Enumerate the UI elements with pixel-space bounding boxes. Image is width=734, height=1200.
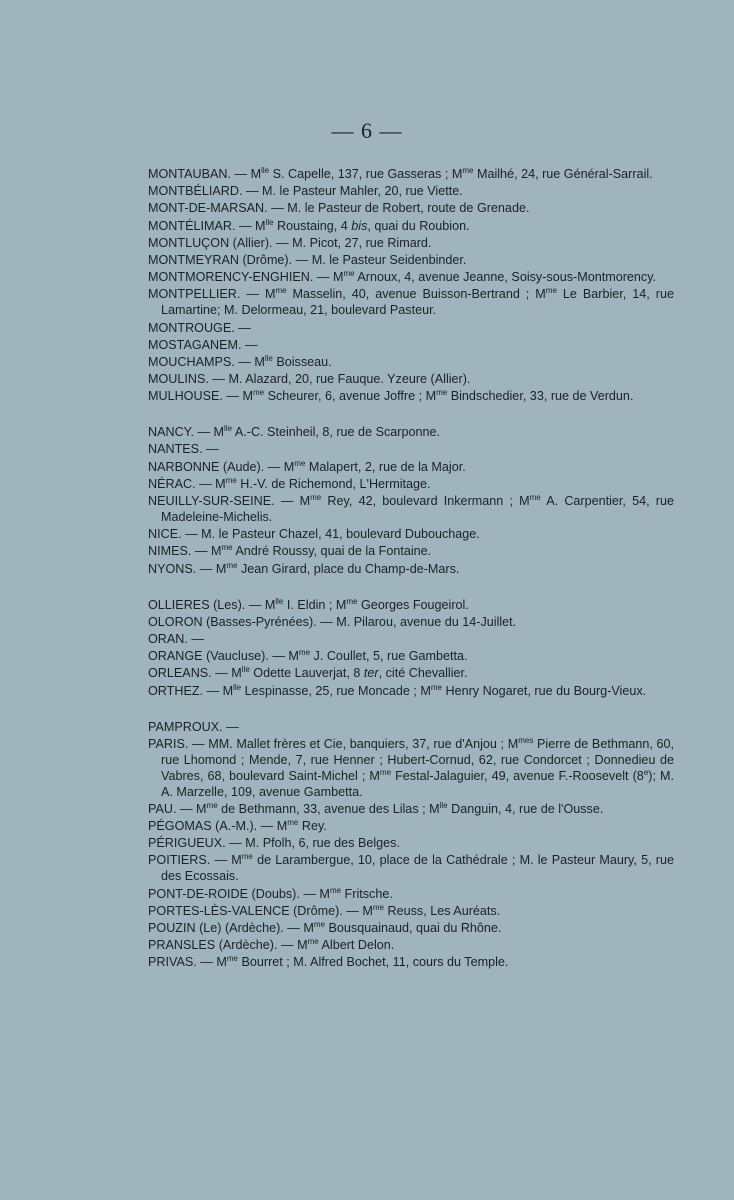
directory-entry: MONTMORENCY-ENGHIEN. — $M^{me}$ Arnoux, 4, avenue Jeanne, Soisy-sous-Montmorency. — [148, 269, 657, 285]
directory-entry: NÉRAC. — $M^{me}$ H.-V. de Richemond, L'Hermitage. — [148, 475, 431, 491]
directory-entry: ORANGE (Vaucluse). — $M^{me}$ J. Coullet, 5, rue Gambetta. — [148, 648, 468, 664]
directory-entry: NANCY. — $M^{lle}$ A.-C. Steinheil, 8, rue de Scarponne. — [148, 424, 440, 440]
directory-entry: MONTROUGE. — — [148, 320, 251, 335]
directory-entry: MONTMEYRAN (Drôme). — M. le Pasteur Seidenbinder. — [148, 252, 467, 267]
directory-entry: MOULINS. — M. Alazard, 20, rue Fauque. Yzeure (Allier). — [148, 372, 471, 387]
directory-entry: PAMPROUX. — — [148, 719, 239, 734]
page-number: — 6 — — [331, 118, 403, 143]
directory-entry: PÉGOMAS (A.-M.). — $M^{me}$ Rey. — [148, 818, 327, 834]
directory-entry: ORTHEZ. — $M^{lle}$ Lespinasse, 25, rue Moncade ; $M^{me}$ Henry Nogaret, rue du Bourg-Vieux. — [148, 682, 647, 698]
directory-entry: NARBONNE (Aude). — $M^{me}$ Malapert, 2, rue de la Major. — [148, 458, 466, 474]
directory-entry: NIMES. — $M^{me}$ André Roussy, quai de la Fontaine. — [148, 543, 432, 559]
directory-entry: PRANSLES (Ardèche). — $M^{me}$ Albert Delon. — [148, 937, 395, 953]
directory-entry: OLORON (Basses-Pyrénées). — M. Pilarou, avenue du 14-Juillet. — [148, 614, 517, 629]
letter-group — [148, 424, 674, 576]
directory-entry: PARIS. — MM. Mallet frères et Cie, banquiers, 37, rue d'Anjou ; $M^{mes}$ Pierre de Bethmann, 60, rue Lhomond ; Mende, 7, rue Henner ; Hubert-Cornud, 62, rue Condorcet ; Donnedieu de Vabres, 68, boulevard Saint-Michel ; $M^{me}$ Festal-Jalaguier, 49, avenue F.-Roosevelt (8e); M. A. Marzelle, 109, avenue Gambetta. — [148, 735, 675, 799]
directory-entry: MONTLUÇON (Allier). — M. Picot, 27, rue Rimard. — [148, 235, 432, 250]
directory-entry: MONT-DE-MARSAN. — M. le Pasteur de Robert, route de Grenade. — [148, 201, 530, 216]
directory-entry: NYONS. — $M^{me}$ Jean Girard, place du Champ-de-Mars. — [148, 560, 460, 576]
directory-entry: MOUCHAMPS. — $M^{lle}$ Boisseau. — [148, 353, 332, 369]
directory-entry: PRIVAS. — $M^{me}$ Bourret ; M. Alfred Bochet, 11, cours du Temple. — [148, 954, 509, 970]
directory-entry: NANTES. — — [148, 442, 219, 457]
directory-entry: ORAN. — — [148, 631, 204, 646]
address-directory — [148, 166, 674, 990]
directory-entry: MONTBÉLIARD. — M. le Pasteur Mahler, 20, rue Viette. — [148, 184, 463, 199]
directory-entry: NEUILLY-SUR-SEINE. — $M^{me}$ Rey, 42, boulevard Inkermann ; $M^{me}$ A. Carpentier, 54, rue Madeleine-Michelis. — [148, 493, 674, 524]
directory-entry: PÉRIGUEUX. — M. Pfolh, 6, rue des Belges. — [148, 836, 400, 851]
directory-entry: NICE. — M. le Pasteur Chazel, 41, boulevard Dubouchage. — [148, 527, 480, 542]
directory-entry: PAU. — $M^{me}$ de Bethmann, 33, avenue des Lilas ; $M^{lle}$ Danguin, 4, rue de l'Ousse. — [148, 800, 604, 816]
letter-group — [148, 166, 674, 404]
directory-entry: POUZIN (Le) (Ardèche). — $M^{me}$ Bousquainaud, quai du Rhône. — [148, 920, 502, 935]
directory-entry: POITIERS. — $M^{me}$ de Larambergue, 10, place de la Cathédrale ; M. le Pasteur Maury, 5, rue des Ecossais. — [148, 852, 674, 884]
directory-entry: MULHOUSE. — $M^{me}$ Scheurer, 6, avenue Joffre ; $M^{me}$ Bindschedier, 33, rue de Verdun. — [148, 388, 634, 404]
directory-entry: MONTÉLIMAR. — $M^{lle}$ Roustaing, 4 bis, quai du Roubion. — [148, 217, 470, 233]
directory-entry: OLLIERES (Les). — $M^{lle}$ I. Eldin ; $M^{me}$ Georges Fougeirol. — [148, 596, 469, 612]
directory-entry: MONTPELLIER. — $M^{me}$ Masselin, 40, avenue Buisson-Bertrand ; $M^{me}$ Le Barbier, 14, rue Lamartine; M. Delormeau, 21, boulevard Pasteur. — [148, 286, 674, 318]
directory-entry: MONTAUBAN. — $M^{lle}$ S. Capelle, 137, rue Gasseras ; $M^{me}$ Mailhé, 24, rue Général-Sarrail. — [148, 166, 653, 181]
directory-entry: PONT-DE-ROIDE (Doubs). — $M^{me}$ Fritsche. — [148, 885, 393, 901]
directory-entry: MOSTAGANEM. — — [148, 337, 258, 352]
letter-group — [148, 719, 674, 971]
letter-group — [148, 597, 674, 699]
directory-entry: ORLEANS. — $M^{lle}$ Odette Lauverjat, 8 ter, cité Chevallier. — [148, 665, 468, 681]
directory-entry: PORTES-LÈS-VALENCE (Drôme). — $M^{me}$ Reuss, Les Auréats. — [148, 902, 501, 918]
